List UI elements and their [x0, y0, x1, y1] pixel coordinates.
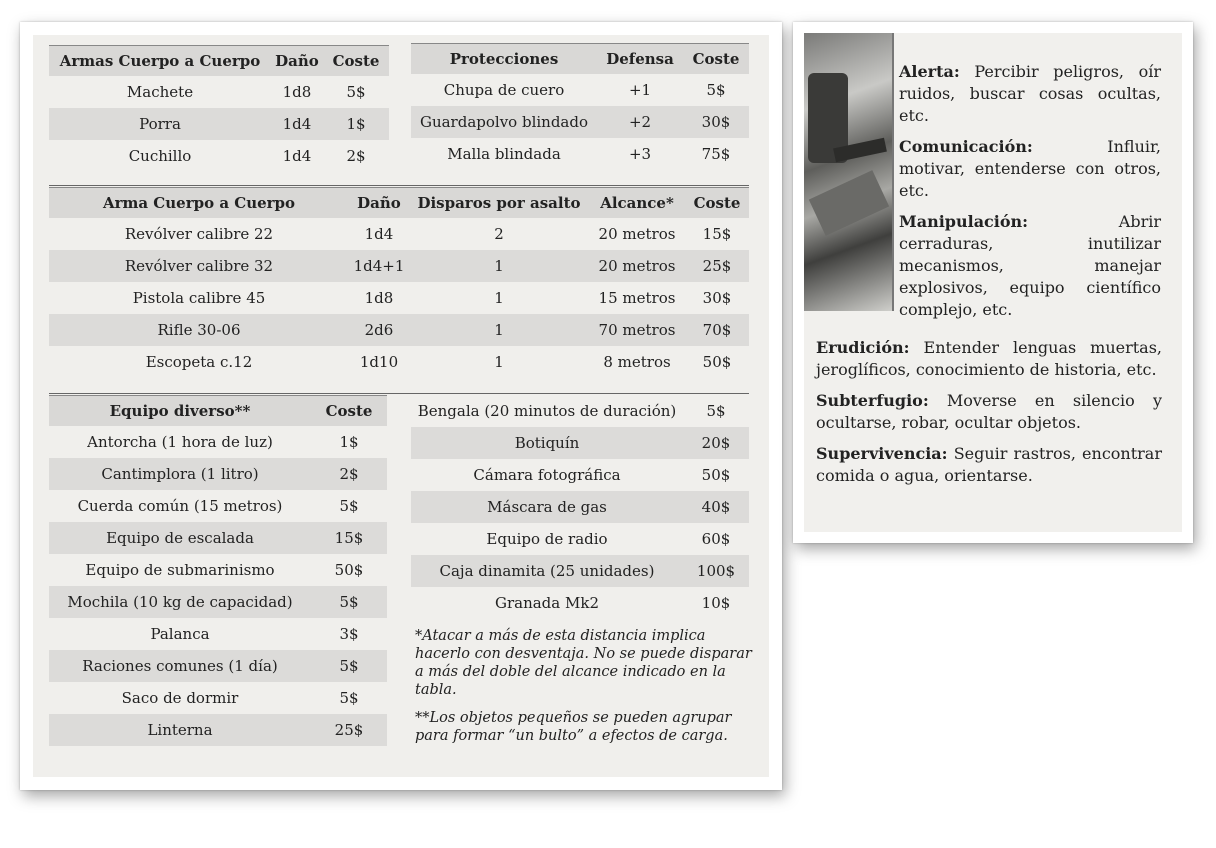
table-cell: 15 metros [598, 289, 676, 307]
table-cell: 40$ [683, 491, 749, 523]
table-cell: Pistola calibre 45 [132, 289, 266, 307]
table-cell: 60$ [701, 530, 731, 548]
table-row [411, 555, 749, 587]
ranged-header-range: Alcance* [589, 188, 685, 219]
table-row [411, 395, 749, 427]
table-cell: 100$ [683, 555, 749, 587]
protections-header-name: Protecciones [411, 44, 597, 75]
melee-weapons-table [49, 45, 389, 172]
table-cell: 50$ [701, 466, 731, 484]
table-cell: Bengala (20 minutos de duración) [417, 402, 677, 420]
skill-name: Alerta: [899, 62, 960, 81]
table-cell: 30$ [702, 289, 732, 307]
melee-header-cost: Coste [323, 46, 389, 77]
protections-table [411, 43, 749, 170]
ranged-header-damage: Daño [349, 188, 409, 219]
table-cell: 2$ [311, 458, 387, 490]
protections-header-defense: Defensa [597, 44, 683, 75]
table-cell: +2 [597, 106, 683, 138]
table-row [49, 314, 749, 346]
illustration-photo [804, 33, 894, 311]
table-cell: 1d4 [282, 147, 312, 165]
table-cell: 1d8 [282, 83, 312, 101]
table-cell: 5$ [311, 650, 387, 682]
table-row [49, 250, 749, 282]
table-cell: 1d8 [364, 289, 394, 307]
table-cell: 3$ [339, 625, 359, 643]
table-cell: 70$ [685, 314, 749, 346]
table-row [49, 618, 387, 650]
table-cell: Cantimplora (1 litro) [49, 458, 311, 490]
melee-header-weapon: Armas Cuerpo a Cuerpo [49, 46, 271, 77]
table-cell: 2d6 [349, 314, 409, 346]
table-cell: 1d4 [364, 225, 394, 243]
table-cell: 5$ [339, 497, 359, 515]
skill-name: Manipulación: [899, 212, 1029, 231]
table-cell: Malla blindada [447, 145, 561, 163]
table-row [411, 587, 749, 619]
table-cell: 75$ [701, 145, 731, 163]
skill-name: Subterfugio: [816, 391, 929, 410]
protections-header-cost: Coste [683, 44, 749, 75]
table-cell: 20 metros [598, 225, 676, 243]
skills-list-bottom [816, 337, 1162, 496]
table-cell: +3 [628, 145, 652, 163]
melee-header-damage: Daño [271, 46, 323, 77]
table-cell: Cámara fotográfica [473, 466, 621, 484]
table-cell: 1d4 [271, 108, 323, 140]
skill-desc: Seguir rastros, encontrar comida o agua, orientarse. [816, 444, 1162, 485]
table-cell: 1d10 [359, 353, 399, 371]
skill-manipulacion [899, 211, 1161, 321]
table-row [411, 106, 749, 138]
ranged-weapons-table [49, 187, 749, 378]
skill-name: Comunicación: [899, 137, 1033, 156]
table-cell: Raciones comunes (1 día) [49, 650, 311, 682]
table-cell: Machete [126, 83, 194, 101]
table-cell: Chupa de cuero [443, 81, 565, 99]
equipment-page-card [20, 22, 782, 790]
footnotes [415, 627, 755, 755]
table-cell: Escopeta c.12 [145, 353, 253, 371]
skill-desc: Entender lenguas muertas, jeroglíficos, conocimiento de historia, etc. [816, 338, 1162, 379]
ranged-header-weapon: Arma Cuerpo a Cuerpo [49, 188, 349, 219]
table-cell: 5$ [706, 81, 726, 99]
photo-detail [809, 170, 889, 236]
skills-page [804, 33, 1182, 532]
divider [49, 393, 749, 394]
table-cell: Equipo de radio [486, 530, 608, 548]
table-row [49, 714, 387, 746]
table-row [49, 458, 387, 490]
equipment-header-name: Equipo diverso** [49, 396, 311, 427]
skill-comunicacion [899, 136, 1161, 202]
table-cell: 2 [494, 225, 504, 243]
table-cell: 5$ [311, 586, 387, 618]
skill-desc: Percibir peligros, oír ruidos, buscar cosas ocultas, etc. [899, 62, 1161, 125]
table-cell: Antorcha (1 hora de luz) [87, 433, 273, 451]
table-row [49, 490, 387, 522]
table-cell: 1$ [339, 433, 359, 451]
skill-erudicion [816, 337, 1162, 381]
table-cell: 15$ [702, 225, 732, 243]
table-row [49, 586, 387, 618]
ranged-header-shots: Disparos por asalto [409, 188, 589, 219]
skills-list-top [899, 61, 1161, 330]
footnote-bundle: **Los objetos pequeños se pueden agrupar para formar “un bulto” a efectos de carga. [415, 710, 732, 744]
table-row [49, 282, 749, 314]
table-cell: 8 metros [603, 353, 671, 371]
table-cell: Máscara de gas [411, 491, 683, 523]
table-row [411, 523, 749, 555]
table-cell: 1d4+1 [349, 250, 409, 282]
table-cell: Revólver calibre 32 [49, 250, 349, 282]
table-cell: Granada Mk2 [494, 594, 599, 612]
equipment-table [49, 395, 387, 746]
table-cell: 30$ [683, 106, 749, 138]
table-row [49, 682, 387, 714]
table-row [49, 554, 387, 586]
table-cell: Botiquín [411, 427, 683, 459]
table-cell: 2$ [346, 147, 366, 165]
table-cell: Revólver calibre 22 [124, 225, 274, 243]
table-cell: 1 [494, 353, 504, 371]
divider [49, 185, 749, 186]
table-cell: 25$ [685, 250, 749, 282]
table-cell: Caja dinamita (25 unidades) [411, 555, 683, 587]
skill-name: Supervivencia: [816, 444, 948, 463]
table-row [49, 650, 387, 682]
table-cell: 5$ [346, 83, 366, 101]
table-cell: 50$ [334, 561, 364, 579]
table-cell: 5$ [339, 689, 359, 707]
table-row [411, 427, 749, 459]
skill-desc: Influir, motivar, entenderse con otros, etc. [899, 137, 1161, 200]
table-cell: 10$ [701, 594, 731, 612]
skill-desc: Abrir cerraduras, inutilizar mecanismos, manejar explosivos, equipo científico complejo, etc. [899, 212, 1161, 319]
table-cell: 1 [409, 314, 589, 346]
table-row [49, 346, 749, 378]
footnote-range: *Atacar a más de esta distancia implica hacerlo con desventaja. No se puede disparar a más del doble del alcance indicado en la tabla. [415, 628, 752, 698]
ranged-header-cost: Coste [685, 188, 749, 219]
table-row [411, 74, 749, 106]
table-cell: Equipo de submarinismo [85, 561, 275, 579]
table-cell: Guardapolvo blindado [411, 106, 597, 138]
table-cell: Linterna [49, 714, 311, 746]
table-row [411, 459, 749, 491]
skill-desc: Moverse en silencio y ocultarse, robar, ocultar objetos. [816, 391, 1162, 432]
table-row [49, 218, 749, 250]
table-cell: 20 metros [589, 250, 685, 282]
table-cell: 20$ [683, 427, 749, 459]
table-row [49, 522, 387, 554]
skill-name: Erudición: [816, 338, 910, 357]
skill-subterfugio [816, 390, 1162, 434]
table-row [49, 426, 387, 458]
skill-alerta [899, 61, 1161, 127]
table-cell: Saco de dormir [121, 689, 239, 707]
table-cell: 50$ [702, 353, 732, 371]
table-cell: Porra [49, 108, 271, 140]
table-row [49, 140, 389, 172]
equipment-header-cost: Coste [311, 396, 387, 427]
table-cell: 1 [494, 289, 504, 307]
table-cell: Equipo de escalada [49, 522, 311, 554]
skill-supervivencia [816, 443, 1162, 487]
table-cell: 70 metros [589, 314, 685, 346]
table-row [411, 491, 749, 523]
table-row [411, 138, 749, 170]
table-cell: +1 [628, 81, 652, 99]
table-cell: 1 [409, 250, 589, 282]
table-cell: Cuerda común (15 metros) [77, 497, 283, 515]
equipment-continued-table [411, 395, 749, 619]
table-cell: 15$ [311, 522, 387, 554]
table-cell: Palanca [150, 625, 210, 643]
table-cell: Rifle 30-06 [49, 314, 349, 346]
skills-page-card [793, 22, 1193, 543]
table-cell: Mochila (10 kg de capacidad) [49, 586, 311, 618]
table-cell: 1$ [323, 108, 389, 140]
table-cell: 5$ [706, 402, 726, 420]
table-cell: Cuchillo [128, 147, 192, 165]
table-cell: 25$ [311, 714, 387, 746]
table-row [49, 76, 389, 108]
equipment-page [33, 35, 769, 777]
table-row [49, 108, 389, 140]
